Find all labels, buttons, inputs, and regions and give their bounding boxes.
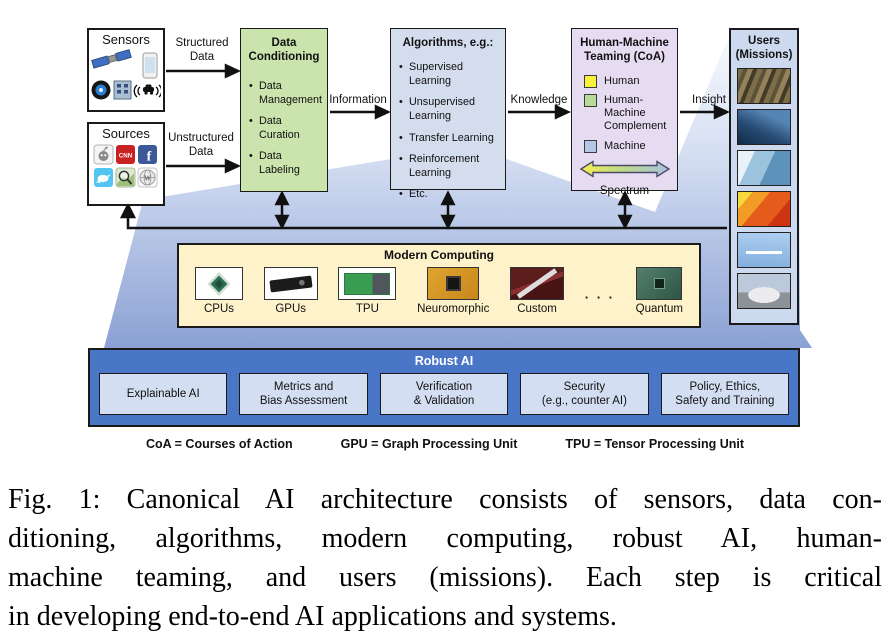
list-item: • Data Curation bbox=[249, 114, 300, 141]
caption-line: in developing end-to-end AI applications and systems. bbox=[8, 601, 617, 632]
legend-item-hmc: Human-Machine Complement bbox=[584, 94, 677, 134]
algorithms-title: Algorithms, e.g.: bbox=[402, 37, 494, 49]
robust-ai-title: Robust AI bbox=[414, 354, 474, 368]
weather-map-photo bbox=[737, 191, 791, 227]
quantum-photo bbox=[636, 267, 682, 300]
knowledge-label: Knowledge bbox=[510, 94, 568, 106]
unstructured-data-label: Unstructured Data bbox=[168, 132, 234, 159]
list-item: • Reinforcement Learning bbox=[399, 152, 480, 179]
list-item: • Supervised Learning bbox=[399, 61, 464, 88]
arrow-structured bbox=[226, 66, 238, 77]
mc-item-cpus: CPUs bbox=[195, 267, 243, 315]
robust-item-policy: Policy, Ethics, Safety and Training bbox=[661, 373, 789, 415]
hmt-legend bbox=[572, 75, 677, 153]
data-conditioning-items bbox=[241, 79, 327, 177]
smartphone-icon bbox=[143, 53, 157, 78]
structured-data-label: Structured Data bbox=[175, 37, 229, 64]
abbrev-gpu: GPU = Graph Processing Unit bbox=[340, 437, 518, 451]
mc-item-custom: Custom bbox=[510, 267, 564, 315]
information-label: Information bbox=[329, 94, 387, 106]
sensors-box bbox=[87, 28, 165, 112]
smart-thermostat-icon bbox=[92, 81, 111, 100]
sources-title: Sources bbox=[102, 126, 150, 141]
list-item: • Unsupervised Learning bbox=[399, 96, 476, 123]
robust-ai-box bbox=[88, 348, 800, 427]
algorithms-box bbox=[390, 28, 506, 200]
medical-photo bbox=[737, 150, 791, 186]
insight-label: Insight bbox=[692, 94, 726, 106]
hmt-box bbox=[571, 28, 678, 197]
robust-item-verification: Verification & Validation bbox=[380, 373, 508, 415]
robust-item-explainable: Explainable AI bbox=[99, 373, 227, 415]
sensors-icons bbox=[91, 47, 161, 103]
operations-center-photo bbox=[737, 109, 791, 145]
connected-car-icon bbox=[134, 85, 161, 98]
legend-item-human: Human bbox=[584, 75, 677, 88]
spectrum-label: Spectrum bbox=[599, 184, 650, 197]
list-item: • Transfer Learning bbox=[399, 131, 494, 144]
data-conditioning-title: Data Conditioning bbox=[248, 37, 320, 64]
uav-photo bbox=[737, 232, 791, 268]
abbrev-tpu: TPU = Tensor Processing Unit bbox=[565, 437, 745, 451]
map-search-icon bbox=[116, 168, 135, 187]
spectrum-arrow bbox=[572, 159, 677, 184]
tpu-photo bbox=[338, 267, 396, 300]
arrow-knowledge bbox=[556, 107, 568, 118]
abbrev-coa: CoA = Courses of Action bbox=[145, 437, 293, 451]
modern-computing-items bbox=[179, 262, 699, 315]
algorithms-items bbox=[391, 60, 505, 200]
custom-photo bbox=[510, 267, 564, 300]
human-swatch bbox=[584, 75, 597, 88]
mc-item-quantum: Quantum bbox=[636, 267, 683, 315]
cnn-icon bbox=[116, 145, 135, 164]
building-icon bbox=[114, 81, 131, 99]
hmt-title: Human-Machine Teaming (CoA) bbox=[580, 37, 669, 64]
abbreviation-legend bbox=[0, 437, 890, 451]
svg-text:f: f bbox=[146, 149, 152, 165]
autonomous-car-photo bbox=[737, 273, 791, 309]
arrow-to-sources bbox=[122, 205, 134, 217]
caption-line: ditioning, algorithms, modern computing, robust AI, human- bbox=[8, 523, 882, 554]
sensors-title: Sensors bbox=[102, 32, 150, 47]
gpu-photo bbox=[264, 267, 318, 300]
list-item: • Etc. bbox=[399, 187, 428, 200]
reddit-icon bbox=[94, 145, 113, 164]
figure-caption bbox=[8, 480, 882, 636]
users-photos bbox=[731, 68, 797, 309]
robust-item-metrics: Metrics and Bias Assessment bbox=[239, 373, 367, 415]
svg-text:W: W bbox=[144, 174, 151, 183]
soldiers-photo bbox=[737, 68, 791, 104]
wikipedia-icon bbox=[138, 168, 157, 187]
satellite-icon bbox=[92, 50, 132, 68]
modern-computing-box bbox=[177, 243, 701, 328]
facebook-icon bbox=[138, 145, 157, 165]
users-box bbox=[729, 28, 799, 325]
mc-item-neuromorphic: Neuromorphic bbox=[417, 267, 489, 315]
sources-box bbox=[87, 122, 165, 206]
mc-item-gpus: GPUs bbox=[264, 267, 318, 315]
arrow-information bbox=[376, 107, 388, 118]
legend-item-machine: Machine bbox=[584, 140, 677, 153]
sources-icons bbox=[93, 144, 159, 189]
list-item: • Data Management bbox=[249, 79, 323, 106]
neuromorphic-photo bbox=[427, 267, 479, 300]
ellipsis: · · · bbox=[584, 289, 615, 305]
svg-text:CNN: CNN bbox=[118, 152, 133, 160]
twitter-icon bbox=[94, 168, 113, 187]
arrow-unstructured bbox=[226, 161, 238, 172]
robust-item-security: Security (e.g., counter AI) bbox=[520, 373, 648, 415]
modern-computing-title: Modern Computing bbox=[384, 248, 494, 262]
users-title: Users (Missions) bbox=[735, 35, 793, 62]
list-item: • Data Labeling bbox=[249, 149, 300, 176]
cpu-photo bbox=[195, 267, 243, 300]
caption-line: Fig. 1: Canonical AI architecture consists of sensors, data con- bbox=[8, 484, 882, 515]
robust-ai-items bbox=[90, 373, 798, 415]
mc-item-tpu: TPU bbox=[338, 267, 396, 315]
caption-line: machine teaming, and users (missions). Each step is critical bbox=[8, 562, 882, 593]
data-conditioning-box bbox=[240, 28, 328, 192]
machine-swatch bbox=[584, 140, 597, 153]
human-machine-swatch bbox=[584, 94, 597, 107]
